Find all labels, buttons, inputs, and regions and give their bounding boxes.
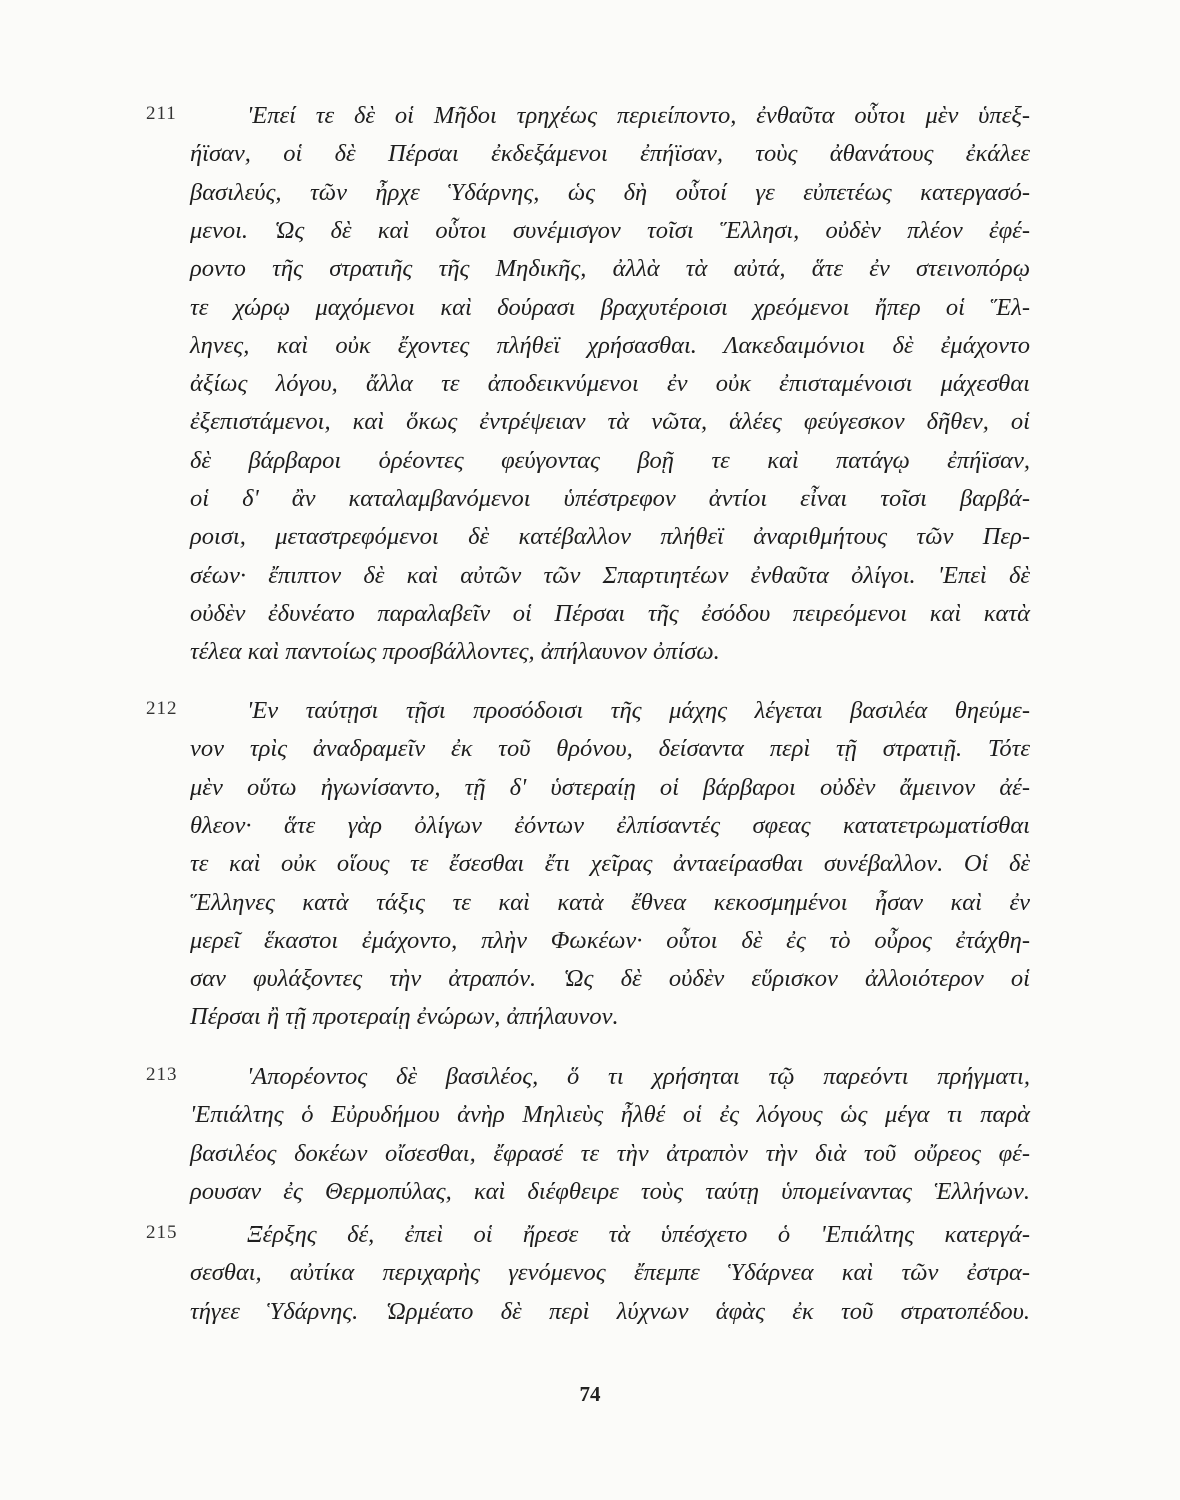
text-line: σεσθαι, αὐτίκα περιχαρὴς γενόμενος ἔπεμπε Ὑδάρνεα καὶ τῶν ἐστρα-	[190, 1259, 1030, 1287]
text-line: βασιλέος δοκέων οἴσεσθαι, ἔφρασέ τε τὴν ἀτραπὸν τὴν διὰ τοῦ οὔρεος φέ-	[190, 1139, 1030, 1167]
text-line: ρουσαν ἐς Θερμοπύλας, καὶ διέφθειρε τοὺς ταύτῃ ὑπομείναντας Ἑλλήνων.	[190, 1177, 1030, 1205]
text-line: ληνες, καὶ οὐκ ἔχοντες πλήθεϊ χρήσασθαι. Λακεδαιμόνιοι δὲ ἐμάχοντο	[190, 331, 1030, 359]
text-line: ροισι, μεταστρεφόμενοι δὲ κατέβαλλον πλήθεϊ ἀναριθμήτους τῶν Περ-	[190, 523, 1030, 551]
text-line: 'Επεί τε δὲ οἱ Μῆδοι τρηχέως περιείποντο, ἐνθαῦτα οὗτοι μὲν ὑπεξ-	[247, 102, 1030, 129]
text-line: σέων· ἔπιπτον δὲ καὶ αὐτῶν τῶν Σπαρτιητέων ἐνθαῦτα ὀλίγοι. 'Επεὶ δὲ	[190, 561, 1030, 589]
text-line: οἱ δ' ἂν καταλαμβανόμενοι ὑπέστρεφον ἀντίοι εἶναι τοῖσι βαρβά-	[190, 485, 1030, 512]
section-number: 215	[146, 1222, 178, 1243]
section-number: 213	[146, 1064, 178, 1085]
text-line: θλεον· ἅτε γὰρ ὀλίγων ἐόντων ἐλπίσαντές σφεας κατατετρωματίσθαι	[190, 811, 1030, 839]
text-line: Ἕλληνες κατὰ τάξις τε καὶ κατὰ ἔθνεα κεκοσμημένοι ἦσαν καὶ ἐν	[190, 888, 1030, 916]
text-line: 'Επιάλτης ὁ Εὐρυδήμου ἀνὴρ Μηλιεὺς ἦλθέ οἱ ἐς λόγους ὡς μέγα τι παρὰ	[190, 1101, 1030, 1129]
text-line: σαν φυλάξοντες τὴν ἀτραπόν. Ὡς δὲ οὐδὲν εὕρισκον ἀλλοιότερον οἱ	[190, 965, 1030, 993]
text-line: τε χώρῳ μαχόμενοι καὶ δούρασι βραχυτέροισι χρεόμενοι ἤπερ οἱ Ἕλ-	[190, 293, 1030, 321]
text-line: μὲν οὕτω ἠγωνίσαντο, τῇ δ' ὑστεραίῃ οἱ βάρβαροι οὐδὲν ἄμεινον ἀέ-	[190, 773, 1030, 801]
text-line: ἀξίως λόγου, ἄλλα τε ἀποδεικνύμενοι ἐν οὐκ ἐπισταμένοισι μάχεσθαι	[190, 370, 1030, 398]
text-line: Ξέρξης δέ, ἐπεὶ οἱ ἤρεσε τὰ ὑπέσχετο ὁ 'Επιάλτης κατεργά-	[247, 1221, 1030, 1248]
text-line: ἐξεπιστάμενοι, καὶ ὅκως ἐντρέψειαν τὰ νῶτα, ἁλέες φεύγεσκον δῆθεν, οἱ	[190, 408, 1030, 436]
section-number: 212	[146, 698, 178, 719]
text-line: 'Εν ταύτῃσι τῇσι προσόδοισι τῆς μάχης λέγεται βασιλέα θηεύμε-	[247, 697, 1030, 724]
text-line: νον τρὶς ἀναδραμεῖν ἐκ τοῦ θρόνου, δείσαντα περὶ τῇ στρατιῇ. Τότε	[190, 735, 1030, 763]
text-line: βασιλεύς, τῶν ἦρχε Ὑδάρνης, ὡς δὴ οὗτοί γε εὐπετέως κατεργασό-	[190, 178, 1030, 206]
text-line: τέλεα καὶ παντοίως προσβάλλοντες, ἀπήλαυνον ὀπίσω.	[190, 638, 720, 666]
text-line: δὲ βάρβαροι ὁρέοντες φεύγοντας βοῇ τε καὶ πατάγῳ ἐπήϊσαν,	[190, 446, 1030, 474]
text-line: οὐδὲν ἐδυνέατο παραλαβεῖν οἱ Πέρσαι τῆς ἐσόδου πειρεόμενοι καὶ κατὰ	[190, 599, 1030, 627]
text-line: τήγεε Ὑδάρνης. Ὡρμέατο δὲ περὶ λύχνων ἁφὰς ἐκ τοῦ στρατοπέδου.	[190, 1297, 1030, 1325]
text-line: τε καὶ οὐκ οἵους τε ἔσεσθαι ἔτι χεῖρας ἀνταείρασθαι συνέβαλλον. Οἱ δὲ	[190, 850, 1030, 878]
text-line: ροντο τῆς στρατιῆς τῆς Μηδικῆς, ἀλλὰ τὰ αὐτά, ἅτε ἐν στεινοπόρῳ	[190, 255, 1030, 283]
text-line: ήϊσαν, οἱ δὲ Πέρσαι ἐκδεξάμενοι ἐπήϊσαν, τοὺς ἀθανάτους ἐκάλεε	[190, 140, 1030, 168]
page-number: 74	[579, 1382, 601, 1406]
text-line: μερεῖ ἕκαστοι ἐμάχοντο, πλὴν Φωκέων· οὗτοι δὲ ἐς τὸ οὖρος ἐτάχθη-	[190, 926, 1030, 954]
text-line: 'Απορέοντος δὲ βασιλέος, ὅ τι χρήσηται τῷ παρεόντι πρήγματι,	[247, 1063, 1030, 1090]
text-line: μενοι. Ὡς δὲ καὶ οὗτοι συνέμισγον τοῖσι Ἕλλησι, οὐδὲν πλέον ἐφέ-	[190, 216, 1030, 244]
section-number: 211	[146, 103, 177, 124]
text-line: Πέρσαι ἢ τῇ προτεραίῃ ἐνώρων, ἀπήλαυνον.	[190, 1003, 619, 1031]
